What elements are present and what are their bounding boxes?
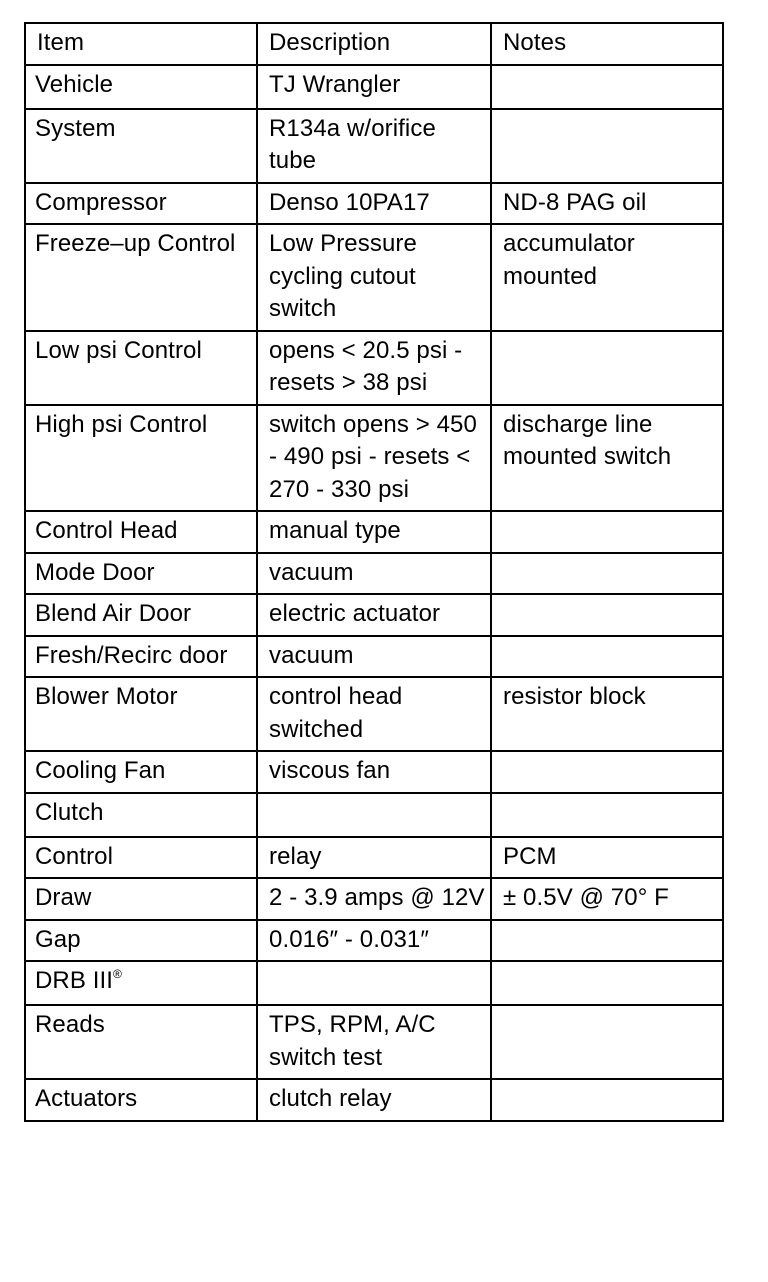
item-cell: Reads [25, 1005, 257, 1079]
item-cell: Cooling Fan [25, 751, 257, 793]
item-cell [25, 961, 257, 1005]
table-row [25, 183, 723, 225]
table-row [25, 837, 723, 879]
item-cell: High psi Control [25, 405, 257, 512]
notes-cell [491, 109, 723, 183]
notes-cell: PCM [491, 837, 723, 879]
item-cell: Freeze–up Control [25, 224, 257, 331]
description-cell [257, 961, 491, 1005]
notes-cell [491, 1005, 723, 1079]
item-cell: Draw [25, 878, 257, 920]
description-cell: viscous fan [257, 751, 491, 793]
item-cell: Clutch [25, 793, 257, 837]
notes-cell [491, 636, 723, 678]
table-row [25, 594, 723, 636]
notes-cell [491, 793, 723, 837]
notes-cell: accumulator mounted [491, 224, 723, 331]
header-notes: Notes [491, 23, 723, 65]
table-row [25, 961, 723, 1005]
item-cell: Control [25, 837, 257, 879]
notes-cell [491, 1079, 723, 1121]
notes-cell [491, 961, 723, 1005]
table-row [25, 878, 723, 920]
item-text: DRB III [35, 967, 114, 994]
description-cell: TJ Wrangler [257, 65, 491, 109]
notes-cell: ± 0.5V @ 70° F [491, 878, 723, 920]
table-row [25, 1005, 723, 1079]
table-row [25, 920, 723, 962]
notes-cell [491, 511, 723, 553]
notes-cell [491, 65, 723, 109]
description-cell: relay [257, 837, 491, 879]
item-cell: Fresh/Recirc door [25, 636, 257, 678]
description-cell: vacuum [257, 553, 491, 595]
table-row [25, 109, 723, 183]
table-row [25, 331, 723, 405]
notes-cell [491, 751, 723, 793]
description-cell: vacuum [257, 636, 491, 678]
table-row [25, 553, 723, 595]
description-cell: clutch relay [257, 1079, 491, 1121]
table-row [25, 677, 723, 751]
notes-cell: ND-8 PAG oil [491, 183, 723, 225]
item-cell: Gap [25, 920, 257, 962]
table-row [25, 224, 723, 331]
notes-cell [491, 331, 723, 405]
item-cell: Low psi Control [25, 331, 257, 405]
item-cell: Actuators [25, 1079, 257, 1121]
description-cell: opens < 20.5 psi - resets > 38 psi [257, 331, 491, 405]
table-row [25, 636, 723, 678]
notes-cell [491, 920, 723, 962]
table-row [25, 751, 723, 793]
registered-mark: ® [113, 967, 122, 981]
description-cell: electric actuator [257, 594, 491, 636]
table-row [25, 793, 723, 837]
notes-cell [491, 553, 723, 595]
header-row [25, 23, 723, 65]
table-row [25, 405, 723, 512]
notes-cell: resistor block [491, 677, 723, 751]
header-item: Item [25, 23, 257, 65]
description-cell [257, 793, 491, 837]
description-cell: Low Pressure cycling cutout switch [257, 224, 491, 331]
description-cell: manual type [257, 511, 491, 553]
item-cell: Mode Door [25, 553, 257, 595]
item-cell: System [25, 109, 257, 183]
table-row [25, 65, 723, 109]
item-cell: Control Head [25, 511, 257, 553]
item-cell: Blend Air Door [25, 594, 257, 636]
description-cell: R134a w/orifice tube [257, 109, 491, 183]
description-cell: 2 - 3.9 amps @ 12V [257, 878, 491, 920]
description-cell: 0.016″ - 0.031″ [257, 920, 491, 962]
header-description: Description [257, 23, 491, 65]
table-row [25, 511, 723, 553]
notes-cell: discharge line mounted switch [491, 405, 723, 512]
item-cell: Vehicle [25, 65, 257, 109]
description-cell: control head switched [257, 677, 491, 751]
item-cell: Compressor [25, 183, 257, 225]
table-row [25, 1079, 723, 1121]
description-cell: Denso 10PA17 [257, 183, 491, 225]
specification-table [24, 22, 724, 1122]
item-cell: Blower Motor [25, 677, 257, 751]
notes-cell [491, 594, 723, 636]
description-cell: TPS, RPM, A/C switch test [257, 1005, 491, 1079]
description-cell: switch opens > 450 - 490 psi - resets < 270 - 330 psi [257, 405, 491, 512]
